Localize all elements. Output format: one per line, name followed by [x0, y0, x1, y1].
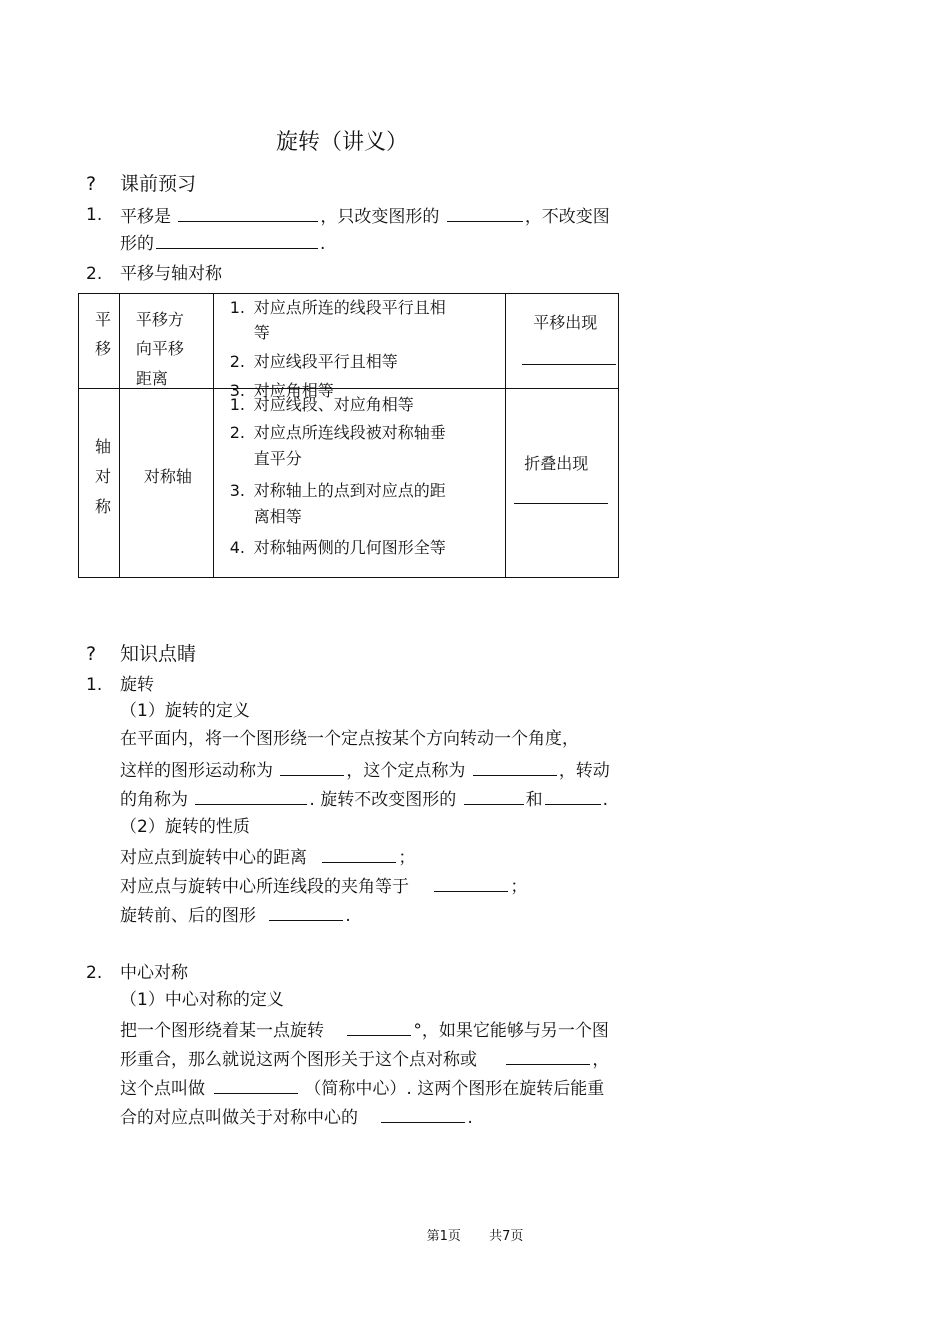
- answer-blank[interactable]: [322, 846, 396, 863]
- k2-text: ，: [592, 1050, 610, 1070]
- k1-title: 旋转: [120, 675, 154, 695]
- answer-blank[interactable]: [156, 232, 318, 249]
- prop-num: 3.: [229, 381, 245, 400]
- answer-blank[interactable]: [514, 485, 608, 504]
- prop-num: 3.: [229, 481, 245, 500]
- k2-line2: [120, 1048, 609, 1070]
- row-name-char: 平: [95, 310, 112, 329]
- k1-line1: 在平面内，将一个图形绕一个定点按某个方向转动一个角度，: [120, 729, 579, 749]
- row-name-char: 称: [95, 497, 112, 516]
- k1-text: ，转动: [558, 761, 610, 781]
- k2-text: °，如果它能够与另一个图: [413, 1021, 609, 1041]
- prop-text: 对应角相等: [253, 381, 334, 400]
- prop-num: 1.: [229, 298, 245, 317]
- q2-title: 平移与轴对称: [120, 264, 222, 284]
- page-total: 共7页: [489, 1229, 524, 1244]
- table-cell: [119, 389, 213, 578]
- k2-sub1: （1）中心对称的定义: [120, 990, 284, 1010]
- table-cell: [213, 294, 505, 400]
- q1-number: 1.: [86, 205, 103, 225]
- table-cell: [506, 389, 619, 578]
- prop-num: 1.: [229, 395, 245, 414]
- k1-text: 旋转前、后的图形: [120, 906, 256, 926]
- q1-text: .: [320, 234, 326, 254]
- table-cell: [79, 294, 120, 389]
- answer-blank[interactable]: [178, 205, 318, 222]
- factor-line: 向平移: [135, 339, 184, 358]
- answer-blank[interactable]: [269, 904, 343, 921]
- page-footer: [0, 1229, 950, 1245]
- page-number: 第1页: [426, 1229, 461, 1244]
- note-text: 折叠出现: [524, 454, 589, 473]
- prop-text: 对应线段平行且相等: [253, 352, 398, 371]
- answer-blank[interactable]: [347, 1019, 411, 1036]
- k2-line3: [120, 1077, 604, 1099]
- q1-text: 形的: [120, 234, 154, 254]
- k1-text: .: [602, 790, 609, 810]
- k2-text: 形重合，那么就说这两个图形关于这个点对称或: [120, 1050, 477, 1070]
- k1-prop2: [120, 875, 527, 897]
- k2-line4: [120, 1106, 473, 1128]
- answer-blank[interactable]: [464, 788, 524, 805]
- section-mark: ?: [86, 643, 97, 665]
- k1-text: ；: [510, 877, 528, 897]
- k1-text: 和: [525, 790, 543, 810]
- answer-blank[interactable]: [434, 875, 508, 892]
- table-cell: [79, 389, 120, 578]
- answer-blank[interactable]: [195, 788, 307, 805]
- section-title-knowledge: 知识点睛: [120, 643, 197, 665]
- prop-text: 直平分: [253, 449, 302, 468]
- answer-blank[interactable]: [447, 205, 523, 222]
- prop-text: 对应点所连线段被对称轴垂: [253, 423, 446, 442]
- table-cell: [213, 389, 505, 578]
- prop-num: 2.: [229, 423, 245, 442]
- prop-text: 等: [253, 323, 270, 342]
- k2-title: 中心对称: [120, 963, 188, 983]
- prop-text: 离相等: [253, 507, 302, 526]
- q1-text: ，只改变图形的: [320, 207, 440, 227]
- k2-text: 把一个图形绕着某一点旋转: [120, 1021, 324, 1041]
- table-row: [79, 389, 619, 578]
- q1-line2: [120, 232, 325, 254]
- note-text: 平移出现: [533, 313, 598, 332]
- k2-text: （简称中心）. 这两个图形在旋转后能重: [304, 1079, 605, 1099]
- page-title: 旋转（讲义）: [276, 130, 409, 155]
- prop-num: 4.: [229, 538, 245, 557]
- q1-text: 平移是: [120, 207, 171, 227]
- prop-text: 对应点所连的线段平行且相: [253, 298, 446, 317]
- k1-text: 这样的图形运动称为: [120, 761, 273, 781]
- factor-line: 平移方: [135, 310, 184, 329]
- k1-text: ；: [398, 848, 416, 868]
- table-row: [79, 294, 619, 389]
- table-cell: [119, 294, 213, 389]
- answer-blank[interactable]: [545, 788, 601, 805]
- prop-num: 2.: [229, 352, 245, 371]
- k1-text: 对应点到旋转中心的距离: [120, 848, 307, 868]
- q1-line1: [120, 205, 610, 227]
- answer-blank[interactable]: [214, 1077, 298, 1094]
- k1-line2: [120, 759, 610, 781]
- k1-text: ，这个定点称为: [346, 761, 466, 781]
- answer-blank[interactable]: [522, 346, 616, 365]
- k1-number: 1.: [86, 675, 103, 695]
- prop-text: 对称轴上的点到对应点的距: [253, 481, 446, 500]
- answer-blank[interactable]: [473, 759, 557, 776]
- row-name-char: 轴: [95, 437, 112, 456]
- row-name-char: 对: [95, 467, 112, 486]
- section-title-preview: 课前预习: [120, 173, 197, 195]
- k1-prop3: [120, 904, 351, 926]
- factor-line: 对称轴: [143, 467, 192, 486]
- k1-sub1: （1）旋转的定义: [120, 701, 250, 721]
- answer-blank[interactable]: [381, 1106, 465, 1123]
- k1-prop1: [120, 846, 415, 868]
- k1-text: 的角称为: [120, 790, 188, 810]
- answer-blank[interactable]: [280, 759, 344, 776]
- k2-text: 合的对应点叫做关于对称中心的: [120, 1108, 358, 1128]
- k2-text: .: [467, 1108, 473, 1128]
- q2-number: 2.: [86, 264, 103, 284]
- q1-text: ，不改变图: [524, 207, 610, 227]
- answer-blank[interactable]: [506, 1048, 590, 1065]
- k1-line3: [120, 788, 608, 810]
- k2-line1: [120, 1019, 609, 1041]
- k1-text: . 旋转不改变图形的: [309, 790, 457, 810]
- k2-number: 2.: [86, 963, 103, 983]
- comparison-table: [78, 293, 619, 578]
- prop-text: 对称轴两侧的几何图形全等: [253, 538, 446, 557]
- prop-text: 对应线段、对应角相等: [253, 395, 414, 414]
- row-name-char: 移: [95, 339, 112, 358]
- table-cell: [506, 294, 619, 389]
- k1-text: 对应点与旋转中心所连线段的夹角等于: [120, 877, 409, 897]
- k2-text: 这个点叫做: [120, 1079, 205, 1099]
- k1-text: .: [345, 906, 351, 926]
- section-mark: ?: [86, 173, 97, 195]
- factor-line: 距离: [135, 369, 168, 388]
- k1-sub2: （2）旋转的性质: [120, 817, 250, 837]
